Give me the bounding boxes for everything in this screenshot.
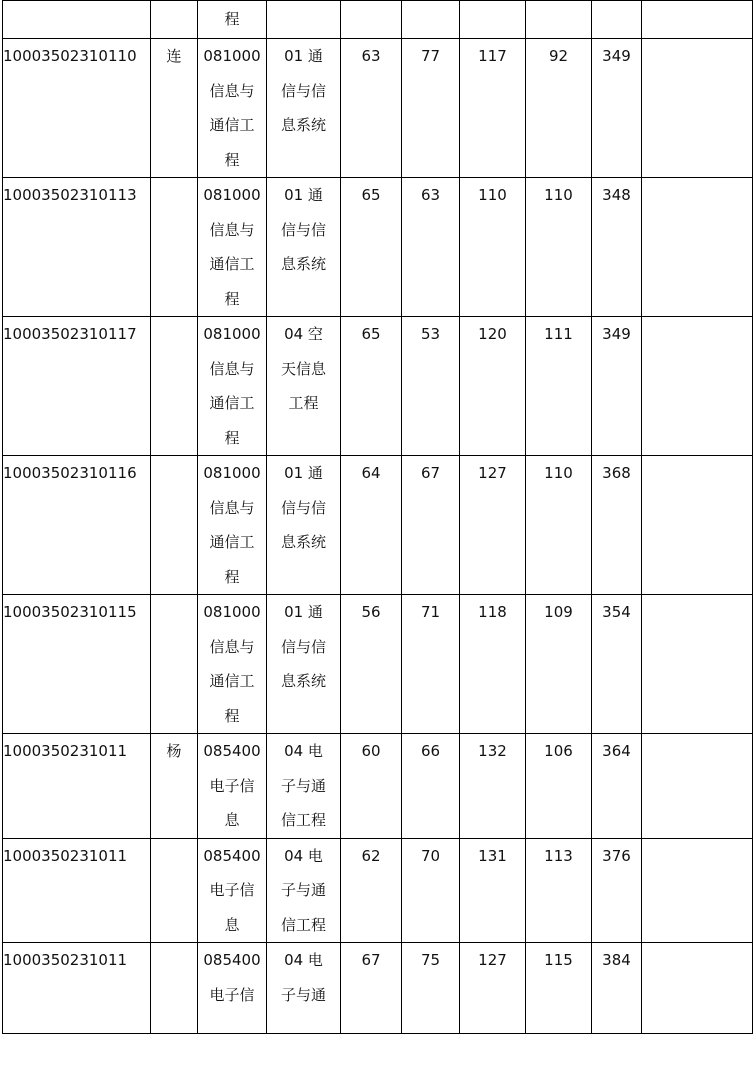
name-cell — [151, 1, 198, 39]
score-cell: 109 — [526, 595, 592, 734]
name-char — [151, 625, 197, 655]
major-line: 085400 — [203, 846, 261, 865]
major-line: 信息与 — [209, 220, 255, 239]
score-cell: 63 — [402, 178, 460, 317]
major-line: 电子信 — [209, 985, 255, 1004]
score-cell — [460, 1, 526, 39]
major-line: 081000 — [203, 464, 261, 482]
major-line: 程 — [224, 289, 240, 308]
name-cell — [151, 734, 198, 839]
name-char — [151, 456, 197, 486]
table-row — [3, 838, 753, 943]
score-cell: 127 — [460, 943, 526, 1034]
name-char — [151, 347, 197, 377]
direction-cell — [267, 456, 341, 595]
major-cell — [198, 1, 267, 39]
name-cell — [151, 838, 198, 943]
score-cell — [526, 1, 592, 39]
name-char — [151, 238, 197, 268]
name-char — [151, 943, 197, 973]
name-cell — [151, 317, 198, 456]
score-cell: 64 — [341, 456, 402, 595]
major-line: 程 — [224, 706, 240, 725]
name-cell — [151, 39, 198, 178]
direction-line: 信与信 — [280, 220, 326, 239]
total-cell: 384 — [592, 943, 642, 1034]
total-cell: 354 — [592, 595, 642, 734]
name-char — [151, 486, 197, 516]
major-line: 信息与 — [209, 359, 255, 378]
major-cell — [198, 943, 267, 1034]
table-row — [3, 595, 753, 734]
table-row — [3, 317, 753, 456]
major-line: 程 — [224, 567, 240, 586]
major-line: 息 — [224, 811, 240, 829]
name-char — [151, 317, 197, 347]
score-cell: 132 — [460, 734, 526, 839]
direction-line: 信与信 — [280, 498, 326, 517]
table-row — [3, 943, 753, 1034]
score-cell: 62 — [341, 838, 402, 943]
score-cell: 115 — [526, 943, 592, 1034]
direction-cell — [267, 734, 341, 839]
score-cell: 67 — [341, 943, 402, 1034]
name-char — [151, 899, 197, 929]
direction-line: 息系统 — [280, 255, 326, 273]
score-cell: 110 — [460, 178, 526, 317]
major-cell — [198, 39, 267, 178]
name-cell — [151, 178, 198, 317]
note-cell — [642, 838, 753, 943]
direction-line: 04 电 — [284, 742, 323, 760]
direction-cell — [267, 317, 341, 456]
score-cell: 65 — [341, 317, 402, 456]
direction-cell — [267, 943, 341, 1034]
direction-line: 天信息 — [280, 359, 326, 378]
major-cell — [198, 317, 267, 456]
name-char — [151, 516, 197, 546]
direction-line: 04 电 — [284, 846, 323, 865]
major-line: 电子信 — [209, 776, 255, 795]
major-cell — [198, 734, 267, 839]
score-cell: 106 — [526, 734, 592, 839]
score-cell: 117 — [460, 39, 526, 178]
major-cell — [198, 178, 267, 317]
major-line: 通信工 — [209, 255, 255, 273]
direction-cell — [267, 838, 341, 943]
score-cell: 71 — [402, 595, 460, 734]
direction-line: 信工程 — [280, 811, 326, 829]
major-line: 081000 — [203, 603, 261, 621]
name-char — [151, 178, 197, 208]
exam-id-cell: 1000350231011 — [3, 734, 151, 839]
direction-line: 01 通 — [284, 464, 323, 482]
score-cell — [341, 1, 402, 39]
total-cell: 376 — [592, 838, 642, 943]
direction-cell — [267, 595, 341, 734]
major-line: 081000 — [203, 186, 261, 204]
name-char — [151, 768, 197, 798]
score-cell: 77 — [402, 39, 460, 178]
exam-id-cell: 10003502310115 — [3, 595, 151, 734]
major-line: 085400 — [203, 951, 261, 969]
major-line: 通信工 — [209, 116, 255, 134]
score-cell: 110 — [526, 178, 592, 317]
direction-line: 息系统 — [280, 533, 326, 551]
score-cell: 65 — [341, 178, 402, 317]
name-char — [151, 869, 197, 899]
score-cell: 75 — [402, 943, 460, 1034]
name-char — [151, 377, 197, 407]
major-line: 电子信 — [209, 881, 255, 899]
name-cell — [151, 943, 198, 1034]
note-cell — [642, 178, 753, 317]
name-char — [151, 1003, 197, 1033]
score-cell: 67 — [402, 456, 460, 595]
note-cell — [642, 595, 753, 734]
name-cell — [151, 456, 198, 595]
direction-cell — [267, 1, 341, 39]
total-cell: 348 — [592, 178, 642, 317]
major-line: 信息与 — [209, 637, 255, 656]
direction-line: 工程 — [288, 394, 319, 412]
direction-line: 04 电 — [284, 951, 323, 969]
major-line: 程 — [224, 428, 240, 447]
major-line: 息 — [224, 915, 240, 934]
exam-id-cell: 10003502310113 — [3, 178, 151, 317]
name-char: 杨 — [166, 742, 182, 760]
score-cell: 110 — [526, 456, 592, 595]
direction-line: 01 通 — [284, 603, 323, 621]
exam-id-cell: 10003502310116 — [3, 456, 151, 595]
note-cell — [642, 39, 753, 178]
note-cell — [642, 456, 753, 595]
score-cell: 118 — [460, 595, 526, 734]
table-row — [3, 178, 753, 317]
name-char — [151, 973, 197, 1003]
name-cell — [151, 595, 198, 734]
table-row — [3, 456, 753, 595]
name-char — [151, 839, 197, 869]
name-char — [151, 73, 197, 103]
name-char — [151, 208, 197, 238]
major-cell — [198, 838, 267, 943]
note-cell — [642, 943, 753, 1034]
score-cell: 131 — [460, 838, 526, 943]
score-table — [2, 0, 753, 1034]
direction-line: 子与通 — [280, 985, 326, 1004]
name-char — [151, 798, 197, 828]
name-char — [151, 595, 197, 625]
major-line: 程 — [224, 150, 240, 169]
major-cell — [198, 456, 267, 595]
id-cell — [3, 1, 151, 39]
total-cell: 364 — [592, 734, 642, 839]
total-cell: 349 — [592, 317, 642, 456]
direction-line: 子与通 — [280, 881, 326, 899]
major-line: 081000 — [203, 47, 261, 65]
major-line: 通信工 — [209, 533, 255, 551]
major-line: 085400 — [203, 742, 261, 760]
exam-id-cell: 1000350231011 — [3, 943, 151, 1034]
score-cell: 63 — [341, 39, 402, 178]
score-cell: 60 — [341, 734, 402, 839]
total-cell: 368 — [592, 456, 642, 595]
exam-id-cell: 10003502310110 — [3, 39, 151, 178]
note-cell — [642, 1, 753, 39]
direction-line: 息系统 — [280, 672, 326, 690]
score-cell: 92 — [526, 39, 592, 178]
direction-line: 信与信 — [280, 81, 326, 100]
total-cell: 349 — [592, 39, 642, 178]
exam-id-cell: 10003502310117 — [3, 317, 151, 456]
score-cell: 66 — [402, 734, 460, 839]
name-char: 连 — [166, 47, 182, 65]
name-char — [151, 103, 197, 133]
direction-line: 信与信 — [280, 637, 326, 656]
score-cell: 111 — [526, 317, 592, 456]
major-line: 通信工 — [209, 394, 255, 412]
direction-line: 信工程 — [280, 915, 326, 934]
exam-id-cell: 1000350231011 — [3, 838, 151, 943]
table-row — [3, 734, 753, 839]
major-line: 信息与 — [209, 498, 255, 517]
direction-line: 息系统 — [280, 116, 326, 134]
note-cell — [642, 734, 753, 839]
table-row-continuation — [3, 1, 753, 39]
major-line: 通信工 — [209, 672, 255, 690]
name-char — [151, 655, 197, 685]
direction-cell — [267, 39, 341, 178]
score-cell: 53 — [402, 317, 460, 456]
score-cell: 127 — [460, 456, 526, 595]
major-line: 程 — [224, 10, 240, 28]
direction-line: 子与通 — [280, 776, 326, 795]
score-cell: 120 — [460, 317, 526, 456]
direction-cell — [267, 178, 341, 317]
direction-line: 04 空 — [284, 325, 323, 343]
total-cell — [592, 1, 642, 39]
major-line: 081000 — [203, 325, 261, 343]
score-cell — [402, 1, 460, 39]
score-cell: 56 — [341, 595, 402, 734]
score-cell: 113 — [526, 838, 592, 943]
major-line: 信息与 — [209, 81, 255, 100]
direction-line: 01 通 — [284, 186, 323, 204]
note-cell — [642, 317, 753, 456]
major-cell — [198, 595, 267, 734]
table-row — [3, 39, 753, 178]
score-cell: 70 — [402, 838, 460, 943]
direction-line: 01 通 — [284, 47, 323, 65]
